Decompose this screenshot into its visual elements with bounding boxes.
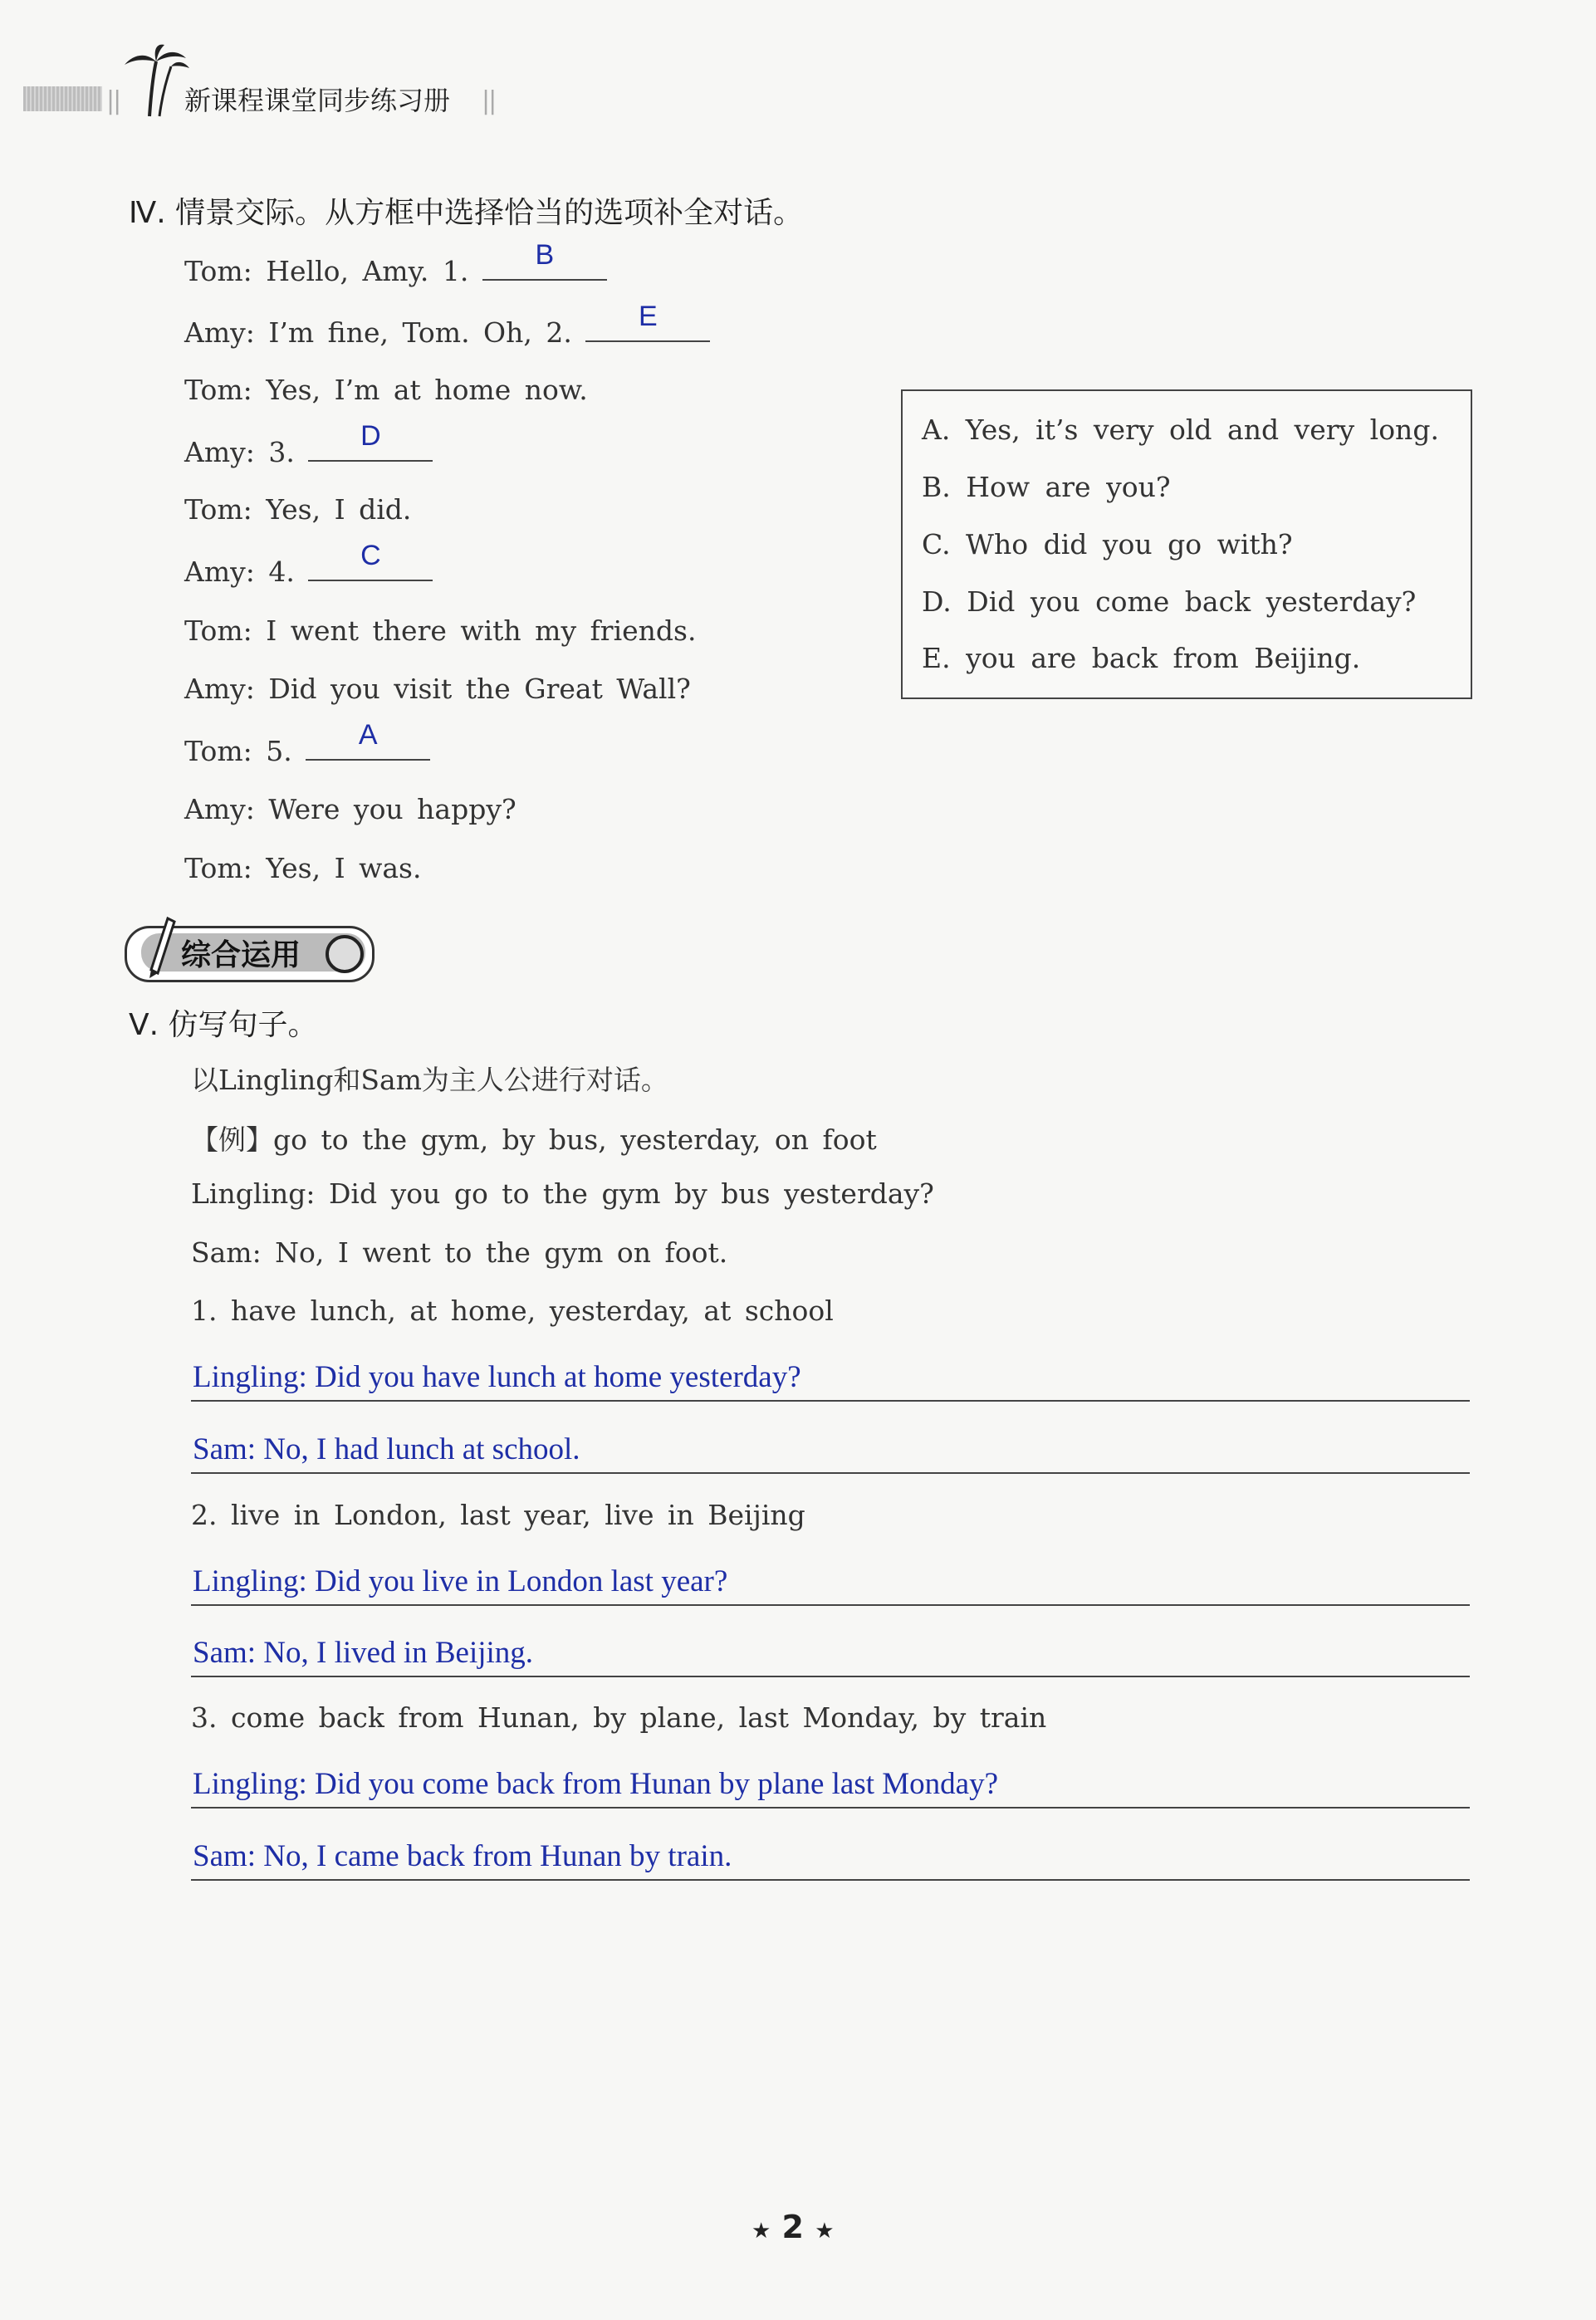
option-a: A. Yes, it’s very old and very long. [922, 414, 1439, 446]
header-ticks-left: || [106, 86, 120, 115]
item-2-answer-line: Sam: No, I lived in Beijing. [191, 1632, 1470, 1677]
section-5-title: Ⅴ. 仿写句子。 [129, 1008, 318, 1042]
star-icon-right: ★ [815, 2219, 835, 2244]
example-question: Lingling: Did you go to the gym by bus yesterday? [191, 1177, 934, 1210]
page-number-value: 2 [781, 2209, 804, 2245]
page-number [751, 2209, 835, 2245]
badge-circle-icon [326, 935, 364, 973]
header-ticks-right: || [482, 86, 496, 115]
item-1-question-line: Lingling: Did you have lunch at home yesterday? [191, 1357, 1470, 1402]
item-3-question-line: Lingling: Did you come back from Hunan by plane last Monday? [191, 1764, 1470, 1809]
dialogue-line-6: Amy: 4. C [184, 551, 433, 588]
section-badge-label: 综合运用 [181, 938, 301, 972]
example-answer: Sam: No, I went to the gym on foot. [191, 1236, 728, 1269]
answer-blank-2: E [585, 312, 710, 342]
dialogue-line-10: Amy: Were you happy? [184, 793, 516, 825]
dialogue-line-2: Amy: I’m fine, Tom. Oh, 2. E [184, 312, 710, 349]
option-b: B. How are you? [922, 471, 1171, 503]
dialogue-line-3: Tom: Yes, I’m at home now. [184, 374, 588, 406]
item-2-prompt: 2. live in London, last year, live in Beijing [191, 1499, 805, 1531]
option-e: E. you are back from Beijing. [922, 642, 1361, 674]
dialogue-line-9: Tom: 5. A [184, 731, 430, 767]
item-3-prompt: 3. come back from Hunan, by plane, last Monday, by train [191, 1701, 1047, 1734]
palm-tree-icon [116, 43, 191, 118]
header-title: 新课程课堂同步练习册 [184, 85, 451, 116]
answer-blank-4: C [308, 551, 433, 581]
answer-blank-3: D [308, 432, 433, 462]
dialogue-line-1: Tom: Hello, Amy. 1. B [184, 251, 607, 287]
section-5-intro: 以Lingling和Sam为主人公进行对话。 [191, 1064, 668, 1096]
option-d: D. Did you come back yesterday? [922, 585, 1417, 618]
answer-blank-1: B [482, 251, 607, 281]
dialogue-line-8: Amy: Did you visit the Great Wall? [184, 673, 691, 705]
pencil-icon [135, 912, 184, 978]
item-1-answer-line: Sam: No, I had lunch at school. [191, 1429, 1470, 1474]
item-3-answer-line: Sam: No, I came back from Hunan by train. [191, 1836, 1470, 1881]
dialogue-line-11: Tom: Yes, I was. [184, 852, 422, 884]
example-prompt: 【例】go to the gym, by bus, yesterday, on foot [191, 1123, 877, 1156]
dialogue-line-5: Tom: Yes, I did. [184, 493, 412, 526]
section-4-title: Ⅳ. 情景交际。从方框中选择恰当的选项补全对话。 [129, 196, 804, 230]
item-2-question-line: Lingling: Did you live in London last year? [191, 1561, 1470, 1606]
dialogue-line-7: Tom: I went there with my friends. [184, 614, 697, 647]
dialogue-line-4: Amy: 3. D [184, 432, 433, 468]
option-c: C. Who did you go with? [922, 528, 1293, 560]
star-icon-left: ★ [751, 2219, 771, 2244]
answer-blank-5: A [306, 731, 430, 761]
header-decor-bar [23, 86, 102, 111]
item-1-prompt: 1. have lunch, at home, yesterday, at school [191, 1295, 834, 1327]
